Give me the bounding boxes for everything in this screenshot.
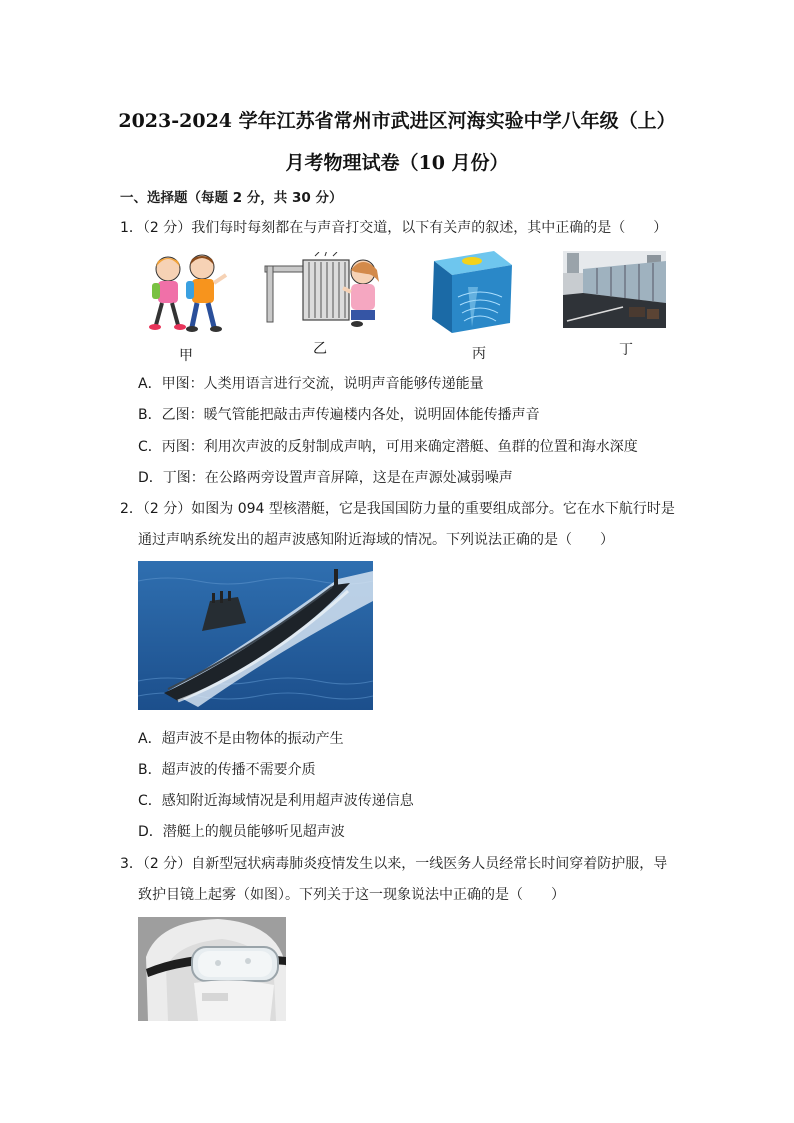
paper-title-line2: 月考物理试卷（10 月份） xyxy=(285,152,509,174)
q2-option-c: C．感知附近海域情况是利用超声波传递信息 xyxy=(138,793,414,809)
section-heading: 一、选择题（每题 2 分，共 30 分） xyxy=(120,190,343,206)
q1-image-bing xyxy=(424,247,514,334)
q2-option-b: B．超声波的传播不需要介质 xyxy=(138,762,316,778)
q3-goggles-image xyxy=(138,917,286,1021)
q2-stem-line2: 通过声呐系统发出的超声波感知附近海域的情况。下列说法正确的是（ ） xyxy=(138,532,614,548)
q3-stem-line2: 致护目镜上起雾（如图）。下列关于这一现象说法中正确的是（ ） xyxy=(138,887,565,903)
q2-stem-line1: 2．（2 分）如图为 094 型核潜艇，它是我国国防力量的重要组成部分。它在水下航行时是 xyxy=(120,501,675,517)
q1-option-c: C．丙图：利用次声波的反射制成声呐，可用来确定潜艇、鱼群的位置和海水深度 xyxy=(138,439,638,455)
q1-option-a: A．甲图：人类用语言进行交流，说明声音能够传递能量 xyxy=(138,376,484,392)
q1-image-jia xyxy=(140,247,230,334)
q1-image-yi xyxy=(263,252,385,328)
q3-stem-line1: 3．（2 分）自新型冠状病毒肺炎疫情发生以来，一线医务人员经常长时间穿着防护服，导 xyxy=(120,856,668,872)
q1-caption-jia: 甲 xyxy=(179,348,193,364)
q1-image-ding xyxy=(563,251,666,328)
paper-title-line1: 2023-2024 学年江苏省常州市武进区河海实验中学八年级（上） xyxy=(118,110,676,132)
q1-caption-yi: 乙 xyxy=(313,341,327,357)
q2-option-a: A．超声波不是由物体的振动产生 xyxy=(138,731,344,747)
q1-option-b: B．乙图：暖气管能把敲击声传遍楼内各处，说明固体能传播声音 xyxy=(138,407,540,423)
q1-stem: 1．（2 分）我们每时每刻都在与声音打交道，以下有关声的叙述，其中正确的是（ ） xyxy=(120,220,668,236)
q1-option-d: D．丁图：在公路两旁设置声音屏障，这是在声源处减弱噪声 xyxy=(138,470,513,486)
q2-option-d: D．潜艇上的舰员能够听见超声波 xyxy=(138,824,345,840)
q1-caption-ding: 丁 xyxy=(619,342,633,358)
q1-caption-bing: 丙 xyxy=(472,346,486,362)
q2-submarine-image xyxy=(138,561,373,710)
